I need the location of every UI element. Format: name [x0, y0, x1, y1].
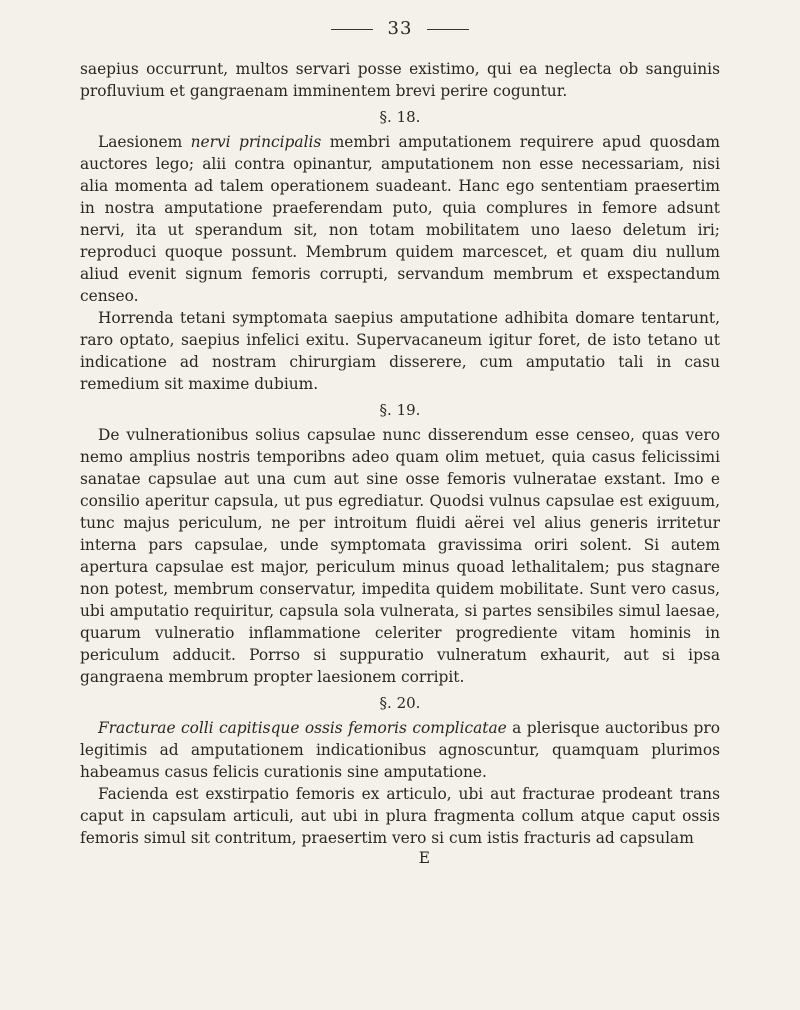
paragraph-exstirpatio: Facienda est exstirpatio femoris ex articulo, ubi aut fracturae prodeant trans caput in capsulam articuli, aut ubi in plura fragmenta collum atque caput ossis femoris simul sit contritum, praesertim vero si cum istis fracturis ad capsulam: [80, 785, 720, 847]
header-rule-left: [331, 29, 373, 30]
header-rule-right: [427, 29, 469, 30]
paragraph-nervi: Laesionem nervi principalis membri amputationem requirere apud quosdam auctores lego; alii contra opinantur, amputationem non esse necessariam, nisi alia momenta ad talem operationem suadeant. Hanc ego sententiam praesertim in nostra amputatione praeferendam puto, quia complures in femore adsunt nervi, ita ut sperandum sit, non totam mobilitatem uno laeso deletum iri; reproduci quoque possunt. Membrum quidem marcescet, et quam diu nullum aliud evenit signum femoris corrupti, servandum membrum et exspectandum censeo.: [80, 133, 720, 305]
page-header: [0, 18, 800, 39]
paragraph-tetani: Horrenda tetani symptomata saepius amputatione adhibita domare tentarunt, raro optato, saepius infelici exitu. Supervacaneum igitur foret, de isto tetano ut indicatione ad nostram chirurgiam disserere, cum amputatio tali in casu remedium sit maxime dubium.: [80, 309, 720, 393]
section-heading-20: §. 20.: [379, 694, 421, 712]
italic-term: nervi principalis: [190, 133, 322, 151]
paragraph-continuation: saepius occurrunt, multos servari posse existimo, qui ea neglecta ob sanguinis profluvium et gangraenam imminentem brevi perire coguntur.: [80, 60, 720, 100]
body-text: [80, 58, 720, 869]
catchword: E: [418, 849, 430, 867]
page-number: 33: [387, 18, 413, 39]
section-heading-18: §. 18.: [379, 108, 421, 126]
paragraph-capsulae: De vulnerationibus solius capsulae nunc disserendum esse censeo, quas vero nemo amplius nostris temporibns adeo quam olim metuet, quia casus felicissimi sanatae capsulae aut una cum aut sine osse femoris vulneratae exstant. Imo e consilio aperitur capsula, ut pus egrediatur. Quodsi vulnus capsulae est exiguum, tunc majus periculum, ne per introitum fluidi aërei vel alius generis irritetur interna pars capsulae, unde symptomata gravissima oriri solent. Si autem apertura capsulae est major, periculum minus quoad lethalitalem; pus stagnare non potest, membrum conservatur, impedita quidem mobilitate. Sunt vero casus, ubi amputatio requiritur, capsula sola vulnerata, si partes sensibiles simul laesae, quarum vulneratio inflammatione celeriter progrediente vitam hominis in periculum adducit. Porrso si suppuratio vulneratum exhaurit, aut si ipsa gangraena membrum propter laesionem corripit.: [80, 426, 720, 686]
italic-term: Fracturae colli capitisque ossis femoris complicatae: [98, 719, 507, 737]
section-heading-19: §. 19.: [379, 401, 421, 419]
paragraph-fracturae: Fracturae colli capitisque ossis femoris complicatae a plerisque auctoribus pro legitimis ad amputationem indicationibus agnoscuntur, quamquam plurimos habeamus casus felicis curationis sine amputatione.: [80, 719, 720, 781]
